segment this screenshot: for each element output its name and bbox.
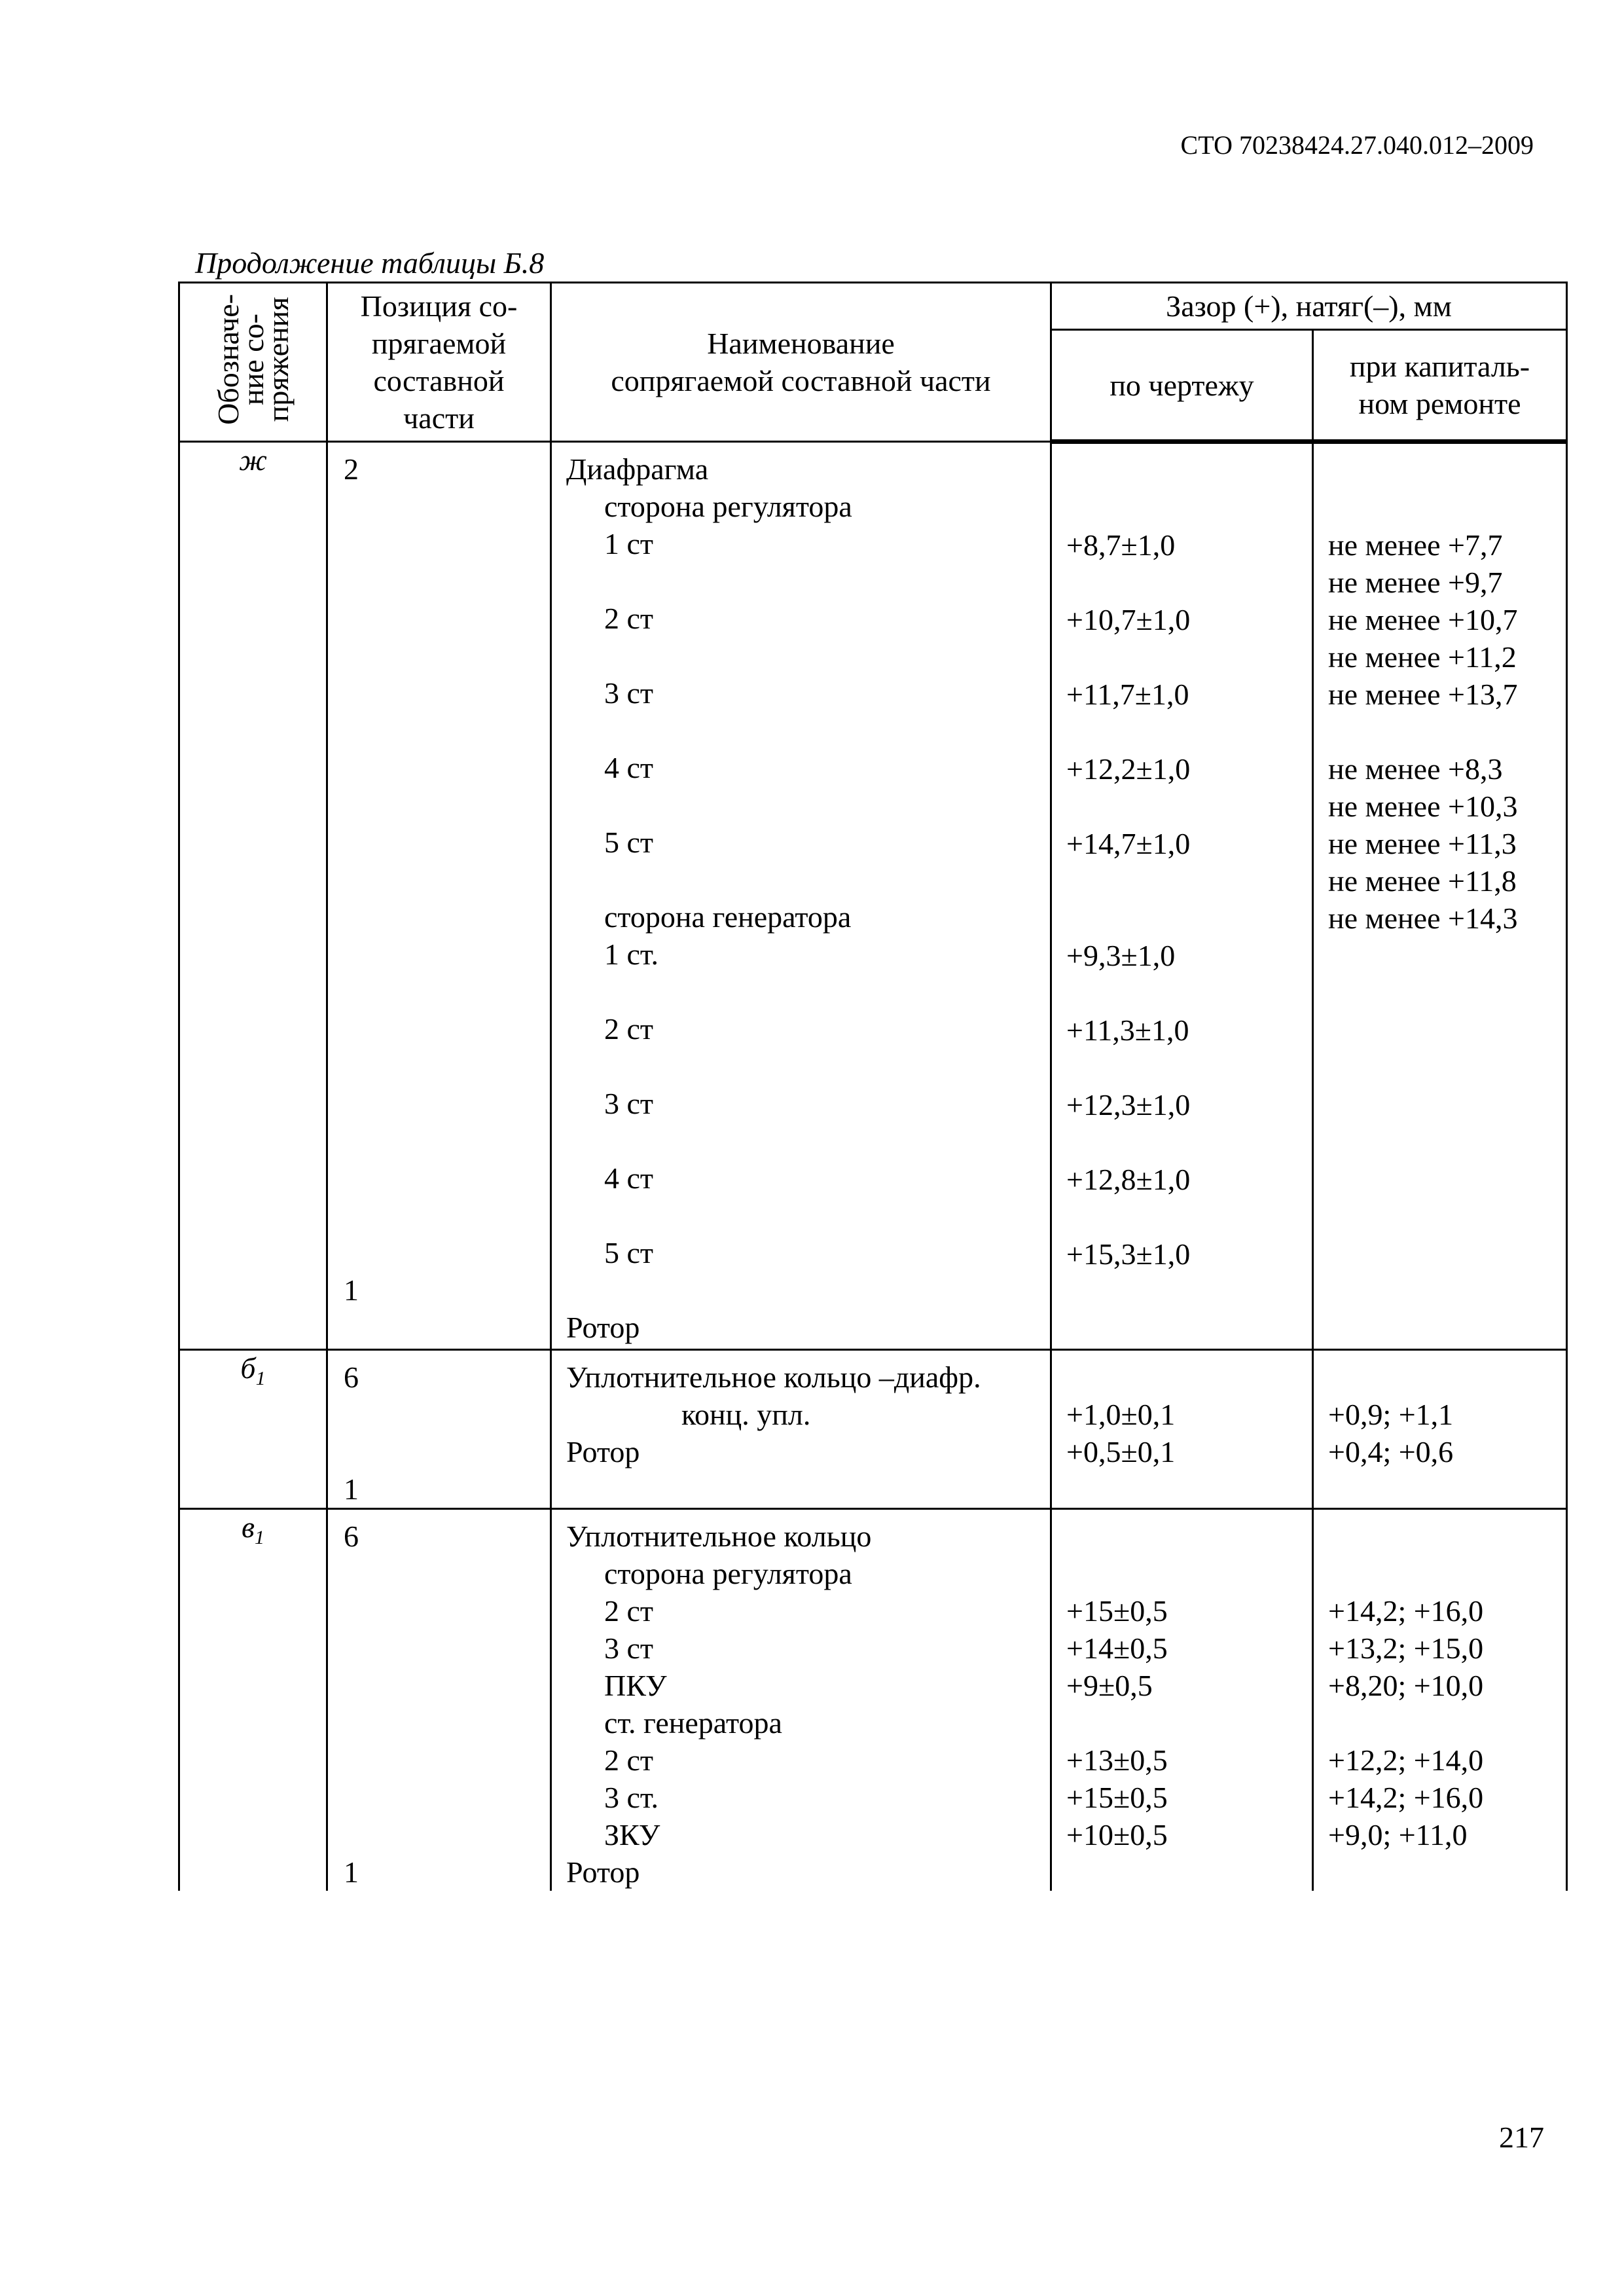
cell-line <box>1052 452 1312 489</box>
cell-line <box>1052 713 1312 750</box>
cell-line: 2 ст <box>604 1743 654 1777</box>
cell-line: 2 ст <box>604 1594 654 1628</box>
cell-line: +14,2; +16,0 <box>1328 1594 1484 1628</box>
cell-line: 4 ст <box>604 1161 654 1195</box>
table-row <box>179 442 1567 1350</box>
cell-line <box>1052 564 1312 601</box>
by-drawing-cell <box>1051 1509 1313 1891</box>
cell-line <box>1052 638 1312 676</box>
cell-line: +12,2±1,0 <box>1066 752 1191 786</box>
cell-line <box>328 1085 550 1122</box>
cell-line <box>328 712 550 749</box>
cell-line <box>328 525 550 562</box>
cell-line <box>1052 489 1312 526</box>
cell-line <box>328 488 550 525</box>
cell-line <box>328 674 550 712</box>
cell-line: 5 ст <box>604 1236 654 1269</box>
cell-line: 2 ст <box>604 1012 654 1046</box>
cell-line: ПКУ <box>604 1669 667 1702</box>
cell-line <box>1314 1358 1566 1396</box>
cell-line: +13,2; +15,0 <box>1328 1631 1484 1665</box>
cell-line: Диафрагма <box>566 452 709 486</box>
cell-line: +11,7±1,0 <box>1066 678 1189 711</box>
cell-line <box>1052 1049 1312 1086</box>
cell-line <box>328 1741 550 1779</box>
cell-line: 3 ст. <box>604 1781 659 1814</box>
cell-line <box>1314 1470 1566 1508</box>
cell-line <box>552 637 1050 674</box>
cell-line <box>328 1396 550 1433</box>
cell-line: +14,7±1,0 <box>1066 827 1191 860</box>
cell-line <box>552 1048 1050 1085</box>
cell-line: +9±0,5 <box>1066 1669 1153 1702</box>
cell-line: +0,9; +1,1 <box>1328 1398 1454 1431</box>
cell-line <box>1052 862 1312 900</box>
by-drawing-cell <box>1051 1350 1313 1509</box>
cell-line: Ротор <box>566 1311 640 1344</box>
cell-line: ст. генератора <box>604 1706 782 1740</box>
header-position: Позиция со- прягаемой составной части <box>327 283 551 442</box>
cell-line: +15±0,5 <box>1066 1594 1168 1628</box>
cell-line: 3 ст <box>604 676 654 710</box>
by-drawing-cell <box>1051 442 1313 1350</box>
cell-line: +12,3±1,0 <box>1066 1088 1191 1121</box>
cell-line: 1 <box>344 1855 359 1889</box>
header-at-overhaul: при капиталь- ном ремонте <box>1313 330 1567 442</box>
cell-line: +8,7±1,0 <box>1066 528 1176 562</box>
cell-line <box>328 861 550 898</box>
cell-line <box>552 973 1050 1010</box>
position-cell <box>327 1509 551 1891</box>
cell-line <box>328 1010 550 1048</box>
cell-line <box>1314 1704 1566 1741</box>
cell-line <box>1314 713 1566 750</box>
cell-line: не менее +11,8 <box>1328 864 1517 898</box>
table-row <box>179 1509 1567 1891</box>
cell-line: 1 <box>344 1273 359 1307</box>
cell-line <box>1052 1123 1312 1161</box>
cell-line: 1 ст <box>604 527 654 560</box>
cell-line <box>328 1630 550 1667</box>
cell-line <box>1052 788 1312 825</box>
cell-line <box>328 1704 550 1741</box>
cell-line: не менее +13,7 <box>1328 678 1518 711</box>
cell-line: +15,3±1,0 <box>1066 1237 1191 1271</box>
cell-line <box>328 562 550 600</box>
group-mark: $б_1$ <box>179 1350 327 1509</box>
cell-line <box>328 1667 550 1704</box>
cell-line <box>328 1234 550 1271</box>
cell-line <box>328 749 550 786</box>
cell-line: +10±0,5 <box>1066 1818 1168 1851</box>
cell-line <box>328 786 550 824</box>
document-code: СТО 70238424.27.040.012–2009 <box>1180 130 1534 160</box>
group-mark: $в_1$ <box>179 1509 327 1891</box>
cell-line: ЗКУ <box>604 1818 660 1851</box>
position-cell <box>327 1350 551 1509</box>
cell-line: 5 ст <box>604 826 654 859</box>
at-overhaul-cell <box>1313 1350 1567 1509</box>
cell-line: не менее +8,3 <box>1328 752 1503 786</box>
cell-line: не менее +10,3 <box>1328 790 1518 823</box>
cell-line <box>1314 1853 1566 1891</box>
cell-line: +8,20; +10,0 <box>1328 1669 1484 1702</box>
table-row <box>179 1350 1567 1509</box>
at-overhaul-cell <box>1313 1509 1567 1891</box>
page-number: 217 <box>1499 2121 1544 2154</box>
cell-line: Уплотнительное кольцо –диафр. <box>566 1360 981 1394</box>
cell-line <box>1314 452 1566 489</box>
cell-line <box>328 936 550 973</box>
cell-line <box>552 562 1050 600</box>
cell-line <box>328 898 550 936</box>
name-cell <box>551 1509 1051 1891</box>
cell-line <box>1314 489 1566 526</box>
table-caption: Продолжение таблицы Б.8 <box>195 246 545 280</box>
cell-line: +0,4; +0,6 <box>1328 1435 1454 1468</box>
cell-line: 3 ст <box>604 1087 654 1120</box>
cell-line: сторона регулятора <box>604 490 852 523</box>
cell-line <box>1052 1704 1312 1741</box>
cell-line: 1 ст. <box>604 938 659 971</box>
cell-line <box>1052 1853 1312 1891</box>
at-overhaul-cell <box>1313 442 1567 1350</box>
cell-line: не менее +7,7 <box>1328 528 1503 562</box>
cell-line: Ротор <box>566 1435 640 1468</box>
cell-line <box>328 600 550 637</box>
cell-line <box>328 1433 550 1470</box>
cell-line: 6 <box>344 1520 359 1553</box>
cell-line <box>1052 1310 1312 1347</box>
cell-line: +12,2; +14,0 <box>1328 1743 1484 1777</box>
cell-line <box>328 1048 550 1085</box>
cell-line: 6 <box>344 1360 359 1394</box>
cell-line: не менее +14,3 <box>1328 902 1518 935</box>
cell-line: +1,0±0,1 <box>1066 1398 1176 1431</box>
cell-line <box>1314 1555 1566 1592</box>
cell-line: сторона регулятора <box>604 1557 852 1590</box>
cell-line <box>1052 1518 1312 1555</box>
cell-line <box>552 1122 1050 1159</box>
cell-line: сторона генератора <box>604 900 852 934</box>
cell-line: +9,3±1,0 <box>1066 939 1176 972</box>
header-by-drawing: по чертежу <box>1051 330 1313 442</box>
cell-line: 3 ст <box>604 1631 654 1665</box>
header-gap-group: Зазор (+), натяг(–), мм <box>1051 283 1567 330</box>
cell-line <box>1314 1518 1566 1555</box>
cell-line <box>328 1816 550 1853</box>
cell-line <box>552 1271 1050 1309</box>
cell-line <box>1052 1555 1312 1592</box>
cell-line <box>328 824 550 861</box>
header-mark: Обозначе- ние со- пряжения <box>179 283 327 442</box>
cell-line: не менее +10,7 <box>1328 603 1518 636</box>
cell-line <box>1052 1198 1312 1235</box>
cell-line <box>552 1197 1050 1234</box>
name-cell <box>551 1350 1051 1509</box>
position-cell <box>327 442 551 1350</box>
cell-line: +10,7±1,0 <box>1066 603 1191 636</box>
cell-line: 2 <box>344 452 359 486</box>
cell-line <box>552 1470 1050 1508</box>
cell-line: не менее +11,3 <box>1328 827 1517 860</box>
clearance-table <box>178 282 1568 1891</box>
cell-line <box>1052 974 1312 1011</box>
cell-line <box>1052 1358 1312 1396</box>
cell-line <box>328 973 550 1010</box>
cell-line: не менее +11,2 <box>1328 640 1517 674</box>
cell-line: +14±0,5 <box>1066 1631 1168 1665</box>
cell-line <box>1052 1470 1312 1508</box>
cell-line: +11,3±1,0 <box>1066 1013 1189 1047</box>
cell-line: конц. упл. <box>681 1398 811 1431</box>
cell-line: +9,0; +11,0 <box>1328 1818 1468 1851</box>
cell-line: +15±0,5 <box>1066 1781 1168 1814</box>
name-cell <box>551 442 1051 1350</box>
cell-line <box>328 1122 550 1159</box>
cell-line <box>552 861 1050 898</box>
cell-line: 4 ст <box>604 751 654 784</box>
cell-line <box>328 1592 550 1630</box>
cell-line: +13±0,5 <box>1066 1743 1168 1777</box>
cell-line <box>328 1555 550 1592</box>
cell-line: +12,8±1,0 <box>1066 1163 1191 1196</box>
cell-line <box>328 1779 550 1816</box>
cell-line <box>552 786 1050 824</box>
cell-line: Ротор <box>566 1855 640 1889</box>
header-name: Наименование сопрягаемой составной части <box>551 283 1051 442</box>
cell-line <box>552 712 1050 749</box>
cell-line <box>328 637 550 674</box>
cell-line <box>1052 1273 1312 1310</box>
cell-line <box>328 1197 550 1234</box>
cell-line: +14,2; +16,0 <box>1328 1781 1484 1814</box>
cell-line: +0,5±0,1 <box>1066 1435 1176 1468</box>
cell-line: не менее +9,7 <box>1328 566 1503 599</box>
cell-line <box>328 1159 550 1197</box>
group-mark: ж <box>179 442 327 1350</box>
cell-line: 2 ст <box>604 602 654 635</box>
cell-line <box>1052 900 1312 937</box>
cell-line: Уплотнительное кольцо <box>566 1520 872 1553</box>
cell-line: 1 <box>344 1472 359 1506</box>
